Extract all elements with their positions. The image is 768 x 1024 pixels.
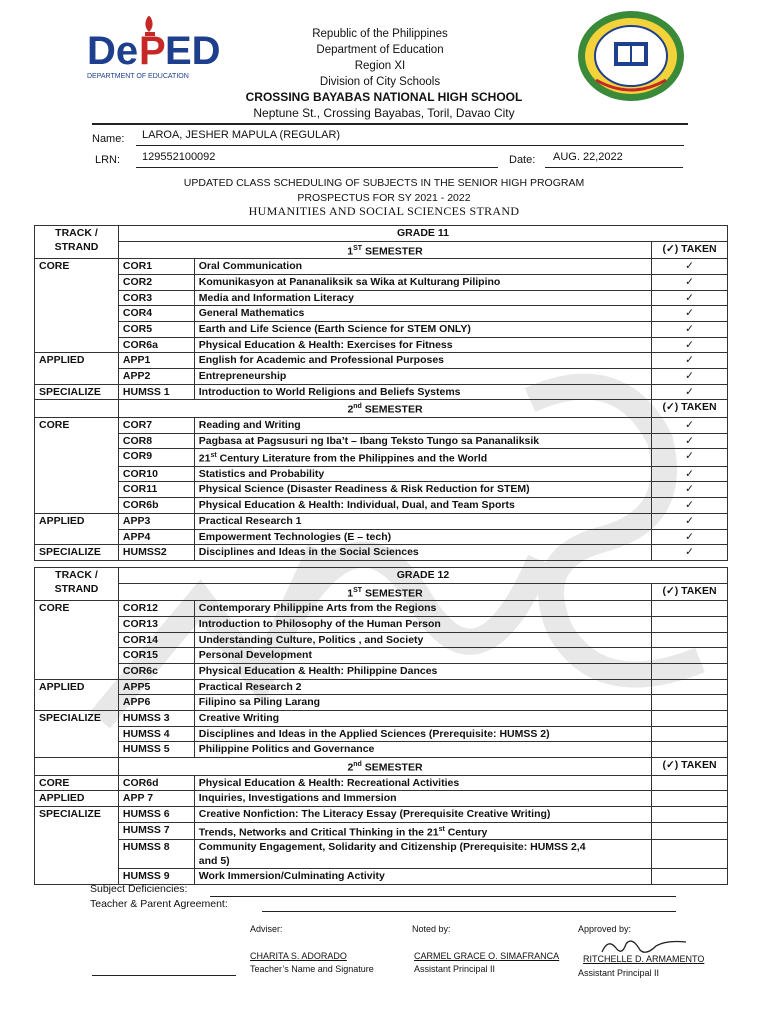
track-cell: CORE <box>35 775 119 791</box>
track-cell <box>35 337 119 353</box>
header <box>230 26 530 90</box>
code-cell: HUMSS 1 <box>118 384 194 400</box>
track-cell <box>35 840 119 869</box>
lrn-underline <box>136 167 498 168</box>
code-cell: APP3 <box>118 513 194 529</box>
subject-cell: Pagbasa at Pagsusuri ng Iba’t – Ibang Teksto Tungo sa Pananaliksik <box>194 433 651 449</box>
code-cell: COR13 <box>118 616 194 632</box>
student-name: LAROA, JESHER MAPULA (REGULAR) <box>142 129 341 141</box>
table-row <box>35 306 728 322</box>
table-row <box>35 806 728 822</box>
taken-header: (✓) TAKEN <box>652 583 728 601</box>
track-cell: APPLIED <box>35 513 119 529</box>
code-cell: APP1 <box>118 353 194 369</box>
track-cell <box>35 822 119 840</box>
track-cell <box>35 529 119 545</box>
taken-checkbox[interactable]: ✓ <box>652 466 728 482</box>
track-cell <box>35 433 119 449</box>
taken-checkbox[interactable] <box>652 775 728 791</box>
code-cell: COR3 <box>118 290 194 306</box>
code-cell: APP5 <box>118 679 194 695</box>
table-row <box>35 466 728 482</box>
track-cell <box>35 616 119 632</box>
track-cell: SPECIALIZE <box>35 545 119 561</box>
table-row <box>35 775 728 791</box>
table-row <box>35 695 728 711</box>
table-row <box>35 822 728 840</box>
track-cell <box>35 695 119 711</box>
code-cell: COR6a <box>118 337 194 353</box>
track-cell <box>35 466 119 482</box>
subject-cell: Filipino sa Piling Larang <box>194 695 651 711</box>
student-lrn: 129552100092 <box>142 151 216 163</box>
subject-cell: Statistics and Probability <box>194 466 651 482</box>
code-cell: HUMSS 4 <box>118 726 194 742</box>
subject-cell: Personal Development <box>194 648 651 664</box>
code-cell: HUMSS 3 <box>118 711 194 727</box>
taken-checkbox[interactable]: ✓ <box>652 353 728 369</box>
table-row <box>35 259 728 275</box>
header-line-3: Region XI <box>354 60 406 72</box>
semester-1-header: 1ST SEMESTER <box>118 583 651 601</box>
track-cell: CORE <box>35 601 119 617</box>
table-row <box>35 353 728 369</box>
code-cell: COR15 <box>118 648 194 664</box>
track-cell <box>35 632 119 648</box>
agreement-line[interactable] <box>262 911 676 912</box>
track-cell <box>35 726 119 742</box>
header-line-2: Department of Education <box>316 44 444 56</box>
track-cell: CORE <box>35 259 119 275</box>
subject-cell: Physical Science (Disaster Readiness & Risk Reduction for STEM) <box>194 482 651 498</box>
track-header: TRACK / STRAND <box>35 226 119 259</box>
agreement-label: Teacher & Parent Agreement: <box>90 898 228 910</box>
taken-checkbox[interactable]: ✓ <box>652 384 728 400</box>
table-row <box>35 384 728 400</box>
taken-checkbox[interactable]: ✓ <box>652 513 728 529</box>
strand-title: HUMANITIES AND SOCIAL SCIENCES STRAND <box>248 204 520 218</box>
taken-checkbox[interactable] <box>652 822 728 840</box>
subject-cell: Creative Nonfiction: The Literacy Essay (Prerequisite Creative Writing) <box>194 806 651 822</box>
code-cell: COR2 <box>118 274 194 290</box>
code-cell: COR11 <box>118 482 194 498</box>
code-cell: APP6 <box>118 695 194 711</box>
table-row <box>35 449 728 467</box>
subject-cell: Understanding Culture, Politics , and Society <box>194 632 651 648</box>
lrn-label: LRN: <box>95 154 121 166</box>
taken-checkbox[interactable]: ✓ <box>652 498 728 514</box>
taken-checkbox[interactable] <box>652 869 728 885</box>
header-rule <box>92 123 688 125</box>
adviser-label: Adviser: <box>250 924 283 934</box>
taken-checkbox[interactable]: ✓ <box>652 433 728 449</box>
blank-cell <box>35 400 119 418</box>
noted-name: CARMEL GRACE O. SIMAFRANCA <box>414 951 560 961</box>
track-cell <box>35 369 119 385</box>
deficiencies-label: Subject Deficiencies: <box>90 883 188 895</box>
school-name: CROSSING BAYABAS NATIONAL HIGH SCHOOL <box>245 90 523 104</box>
track-cell <box>35 869 119 885</box>
table-row <box>35 601 728 617</box>
table-row <box>35 632 728 648</box>
code-cell: COR14 <box>118 632 194 648</box>
table-row <box>35 513 728 529</box>
taken-checkbox[interactable]: ✓ <box>652 482 728 498</box>
subject-cell: Disciplines and Ideas in the Social Sciences <box>194 545 651 561</box>
noted-label: Noted by: <box>412 924 451 934</box>
track-cell <box>35 742 119 758</box>
taken-checkbox[interactable] <box>652 616 728 632</box>
svg-text:P: P <box>139 29 166 73</box>
taken-checkbox[interactable]: ✓ <box>652 274 728 290</box>
blank-cell <box>35 758 119 776</box>
taken-checkbox[interactable] <box>652 695 728 711</box>
approved-name: RITCHELLE D. ARMAMENTO <box>583 954 705 964</box>
table-row <box>35 433 728 449</box>
subject-cell: Community Engagement, Solidarity and Citizenship (Prerequisite: HUMSS 2,4 and 5) <box>194 840 651 869</box>
grade12-table <box>34 567 728 885</box>
table-row <box>35 616 728 632</box>
adviser-role: Teacher’s Name and Signature <box>250 964 374 974</box>
subject-cell: Physical Education & Health: Exercises for Fitness <box>194 337 651 353</box>
approved-label: Approved by: <box>578 924 632 934</box>
table-row <box>35 726 728 742</box>
svg-text:De: De <box>87 29 139 73</box>
date-label: Date: <box>509 154 536 166</box>
approved-role: Assistant Principal II <box>578 968 660 978</box>
subject-cell: Empowerment Technologies (E – tech) <box>194 529 651 545</box>
deped-logo-subtext: DEPARTMENT OF EDUCATION <box>87 73 189 80</box>
taken-header: (✓) TAKEN <box>652 241 728 259</box>
semester-2-header: 2nd SEMESTER <box>118 758 651 776</box>
taken-checkbox[interactable] <box>652 632 728 648</box>
date-underline <box>545 167 683 168</box>
table-row <box>35 545 728 561</box>
subject-cell: Media and Information Literacy <box>194 290 651 306</box>
code-cell: COR1 <box>118 259 194 275</box>
code-cell: HUMSS 8 <box>118 840 194 869</box>
code-cell: HUMSS 7 <box>118 822 194 840</box>
code-cell: COR6c <box>118 663 194 679</box>
subject-cell: Entrepreneurship <box>194 369 651 385</box>
subject-cell: English for Academic and Professional Purposes <box>194 353 651 369</box>
table-row <box>35 290 728 306</box>
code-cell: HUMSS 6 <box>118 806 194 822</box>
track-cell <box>35 274 119 290</box>
taken-checkbox[interactable] <box>652 742 728 758</box>
table-row <box>35 663 728 679</box>
taken-checkbox[interactable] <box>652 711 728 727</box>
deped-logo <box>85 14 235 84</box>
taken-checkbox[interactable]: ✓ <box>652 259 728 275</box>
subject-cell: Trends, Networks and Critical Thinking in the 21st Century <box>194 822 651 840</box>
subject-cell: Practical Research 2 <box>194 679 651 695</box>
taken-checkbox[interactable] <box>652 679 728 695</box>
table-row <box>35 679 728 695</box>
table-row <box>35 274 728 290</box>
subject-cell: Introduction to World Religions and Beliefs Systems <box>194 384 651 400</box>
code-cell: COR7 <box>118 417 194 433</box>
header-line-1: Republic of the Philippines <box>312 28 448 40</box>
subject-cell: Physical Education & Health: Individual, Dual, and Team Sports <box>194 498 651 514</box>
track-cell: APPLIED <box>35 791 119 807</box>
table-row <box>35 321 728 337</box>
table-row <box>35 648 728 664</box>
track-cell <box>35 306 119 322</box>
title-line-2: PROSPECTUS FOR SY 2021 - 2022 <box>297 192 471 204</box>
taken-checkbox[interactable] <box>652 601 728 617</box>
adviser-name: CHARITA S. ADORADO <box>250 951 347 961</box>
track-cell: CORE <box>35 417 119 433</box>
code-cell: COR9 <box>118 449 194 467</box>
taken-checkbox[interactable] <box>652 840 728 869</box>
subject-cell: Work Immersion/Culminating Activity <box>194 869 651 885</box>
table-row <box>35 529 728 545</box>
table-row <box>35 482 728 498</box>
table-row <box>35 869 728 885</box>
table-row <box>35 417 728 433</box>
subject-cell: Physical Education & Health: Philippine Dances <box>194 663 651 679</box>
taken-checkbox[interactable]: ✓ <box>652 417 728 433</box>
track-cell: SPECIALIZE <box>35 806 119 822</box>
table-row <box>35 498 728 514</box>
taken-checkbox[interactable]: ✓ <box>652 369 728 385</box>
track-cell: APPLIED <box>35 353 119 369</box>
table-row <box>35 337 728 353</box>
grade-header: GRADE 11 <box>118 226 727 242</box>
track-cell: SPECIALIZE <box>35 711 119 727</box>
track-cell <box>35 648 119 664</box>
semester-2-header: 2nd SEMESTER <box>118 400 651 418</box>
taken-checkbox[interactable] <box>652 726 728 742</box>
track-cell <box>35 321 119 337</box>
taken-checkbox[interactable]: ✓ <box>652 321 728 337</box>
signature-line[interactable] <box>92 975 236 976</box>
subject-cell: Earth and Life Science (Earth Science for STEM ONLY) <box>194 321 651 337</box>
code-cell: APP2 <box>118 369 194 385</box>
subject-cell: Practical Research 1 <box>194 513 651 529</box>
taken-checkbox[interactable]: ✓ <box>652 449 728 467</box>
track-cell <box>35 290 119 306</box>
track-cell <box>35 449 119 467</box>
school-seal <box>576 10 686 102</box>
subject-cell: Philippine Politics and Governance <box>194 742 651 758</box>
taken-checkbox[interactable]: ✓ <box>652 290 728 306</box>
track-cell: SPECIALIZE <box>35 384 119 400</box>
subject-cell: General Mathematics <box>194 306 651 322</box>
table-row <box>35 840 728 869</box>
taken-checkbox[interactable] <box>652 663 728 679</box>
subject-cell: Creative Writing <box>194 711 651 727</box>
deficiencies-line[interactable] <box>210 896 676 897</box>
track-header: TRACK / STRAND <box>35 568 119 601</box>
table-row <box>35 791 728 807</box>
code-cell: HUMSS 5 <box>118 742 194 758</box>
subject-cell: Inquiries, Investigations and Immersion <box>194 791 651 807</box>
header-line-4: Division of City Schools <box>319 76 441 88</box>
track-cell <box>35 498 119 514</box>
code-cell: COR4 <box>118 306 194 322</box>
taken-checkbox[interactable] <box>652 648 728 664</box>
code-cell: HUMSS2 <box>118 545 194 561</box>
track-cell <box>35 663 119 679</box>
code-cell: COR5 <box>118 321 194 337</box>
code-cell: APP4 <box>118 529 194 545</box>
code-cell: COR10 <box>118 466 194 482</box>
school-address: Neptune St., Crossing Bayabas, Toril, Davao City <box>253 106 515 120</box>
name-label: Name: <box>92 133 125 145</box>
taken-header: (✓) TAKEN <box>652 400 728 418</box>
taken-header: (✓) TAKEN <box>652 758 728 776</box>
track-cell: APPLIED <box>35 679 119 695</box>
semester-1-header: 1ST SEMESTER <box>118 241 651 259</box>
subject-cell: Reading and Writing <box>194 417 651 433</box>
code-cell: COR8 <box>118 433 194 449</box>
table-row <box>35 711 728 727</box>
taken-checkbox[interactable] <box>652 806 728 822</box>
subject-cell: Physical Education & Health: Recreational Activities <box>194 775 651 791</box>
taken-checkbox[interactable] <box>652 791 728 807</box>
taken-checkbox[interactable]: ✓ <box>652 337 728 353</box>
subject-cell: 21st Century Literature from the Philippines and the World <box>194 449 651 467</box>
subject-cell: Contemporary Philippine Arts from the Regions <box>194 601 651 617</box>
code-cell: COR12 <box>118 601 194 617</box>
track-cell <box>35 482 119 498</box>
svg-text:ED: ED <box>165 29 221 73</box>
grade11-table <box>34 225 728 561</box>
subject-cell: Komunikasyon at Pananaliksik sa Wika at Kulturang Pilipino <box>194 274 651 290</box>
code-cell: COR6d <box>118 775 194 791</box>
grade-header: GRADE 12 <box>118 568 727 584</box>
noted-role: Assistant Principal II <box>414 964 496 974</box>
subject-cell: Disciplines and Ideas in the Applied Sciences (Prerequisite: HUMSS 2) <box>194 726 651 742</box>
taken-checkbox[interactable]: ✓ <box>652 529 728 545</box>
title-line-1: UPDATED CLASS SCHEDULING OF SUBJECTS IN THE SENIOR HIGH PROGRAM <box>183 177 585 189</box>
code-cell: COR6b <box>118 498 194 514</box>
table-row <box>35 369 728 385</box>
subject-cell: Oral Communication <box>194 259 651 275</box>
table-row <box>35 742 728 758</box>
name-underline <box>136 145 684 146</box>
code-cell: HUMSS 9 <box>118 869 194 885</box>
code-cell: APP 7 <box>118 791 194 807</box>
taken-checkbox[interactable]: ✓ <box>652 306 728 322</box>
date-value: AUG. 22,2022 <box>553 151 623 163</box>
taken-checkbox[interactable]: ✓ <box>652 545 728 561</box>
subject-cell: Introduction to Philosophy of the Human Person <box>194 616 651 632</box>
